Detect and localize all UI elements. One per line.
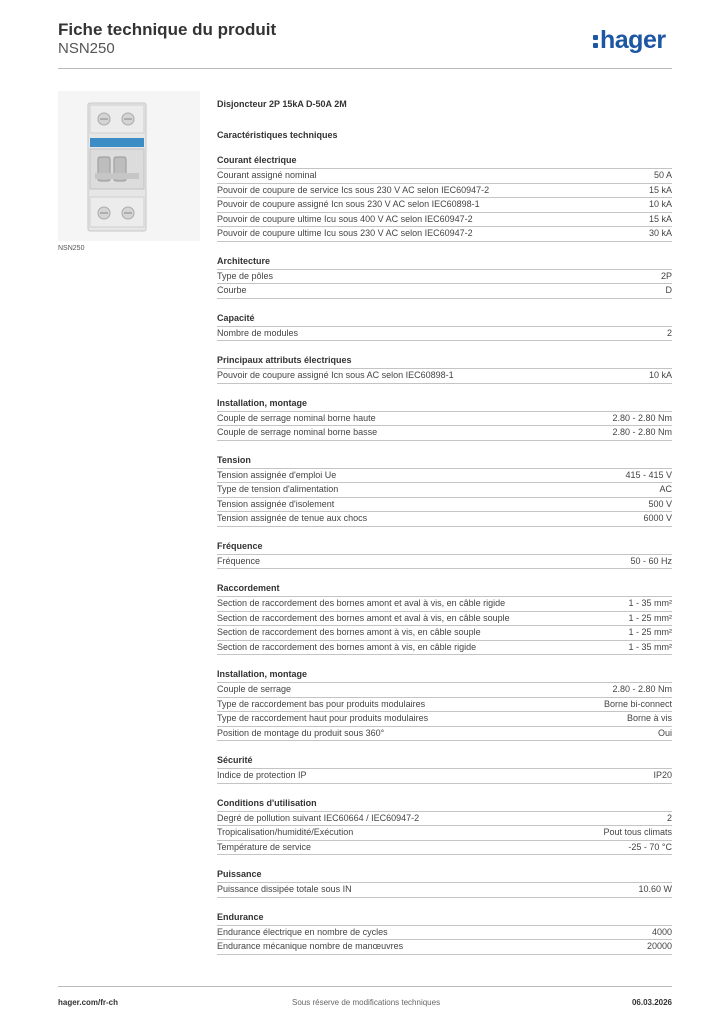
spec-table <box>217 326 672 342</box>
spec-row <box>217 497 672 512</box>
spec-label: Pouvoir de coupure ultime Icu sous 230 V AC selon IEC60947-2 <box>217 228 473 238</box>
spec-label: Tropicalisation/humidité/Exécution <box>217 827 354 837</box>
product-reference: NSN250 <box>58 40 115 57</box>
hager-logo[interactable] <box>593 28 666 53</box>
spec-section <box>217 312 672 342</box>
spec-label: Tension assignée d'emploi Ue <box>217 469 337 480</box>
footer-date: 06.03.2026 <box>631 998 672 1007</box>
spec-row <box>217 183 672 198</box>
characteristics-heading: Caractéristiques techniques <box>217 130 338 140</box>
image-caption: NSN250 <box>58 245 85 252</box>
spec-value: Oui <box>657 727 672 738</box>
spec-table <box>217 411 672 441</box>
spec-row <box>217 682 672 697</box>
spec-value: 2P <box>660 270 672 281</box>
section-title: Installation, montage <box>217 669 308 679</box>
spec-label: Type de tension d'alimentation <box>217 484 339 494</box>
spec-value: 10 kA <box>648 199 672 209</box>
spec-section <box>217 868 672 898</box>
spec-content <box>217 98 672 955</box>
spec-value: 1 - 35 mm² <box>628 598 672 608</box>
spec-row <box>217 425 672 441</box>
section-title: Sécurité <box>217 755 253 765</box>
spec-row <box>217 625 672 640</box>
spec-row <box>217 212 672 227</box>
spec-label: Section de raccordement des bornes amont et aval à vis, en câble souple <box>217 612 510 623</box>
spec-value: 15 kA <box>648 213 672 224</box>
spec-label: Type de pôles <box>217 270 274 281</box>
spec-value: 50 - 60 Hz <box>630 555 672 566</box>
spec-row <box>217 697 672 712</box>
spec-label: Tension assignée de tenue aux chocs <box>217 513 368 523</box>
spec-row <box>217 768 672 784</box>
spec-value: -25 - 70 °C <box>628 841 672 852</box>
spec-value: 10 kA <box>648 370 672 380</box>
footer-website-link[interactable]: hager.com/fr-ch <box>58 998 119 1007</box>
spec-table <box>217 269 672 299</box>
spec-value: D <box>665 285 672 295</box>
spec-row <box>217 825 672 840</box>
spec-row <box>217 726 672 742</box>
spec-table <box>217 682 672 741</box>
spec-label: Température de service <box>217 841 312 852</box>
spec-row <box>217 411 672 426</box>
spec-row <box>217 711 672 726</box>
spec-value: Borne bi-connect <box>603 698 672 709</box>
section-title: Conditions d'utilisation <box>217 797 317 808</box>
spec-label: Section de raccordement des bornes amont et aval à vis, en câble rigide <box>217 598 506 608</box>
spec-value: IP20 <box>653 770 672 780</box>
spec-row <box>217 511 672 527</box>
spec-label: Fréquence <box>217 555 261 566</box>
spec-value: Pout tous climats <box>603 827 672 837</box>
spec-row <box>217 554 672 570</box>
header-divider <box>58 68 672 69</box>
spec-value: 50 A <box>653 170 672 180</box>
product-title: Disjoncteur 2P 15kA D-50A 2M <box>217 99 347 109</box>
spec-section <box>217 540 672 570</box>
spec-label: Pouvoir de coupure ultime Icu sous 400 V AC selon IEC60947-2 <box>217 213 473 224</box>
spec-row <box>217 368 672 384</box>
spec-section <box>217 582 672 655</box>
page-title: Fiche technique du produit <box>58 20 277 39</box>
section-title: Puissance <box>217 869 262 879</box>
spec-row <box>217 596 672 611</box>
spec-label: Nombre de modules <box>217 327 299 338</box>
spec-value: 10.60 W <box>638 884 672 894</box>
logo-text: hager <box>600 26 666 54</box>
spec-row <box>217 840 672 856</box>
spec-table <box>217 554 672 570</box>
spec-value: 1 - 35 mm² <box>628 641 672 652</box>
spec-table <box>217 468 672 527</box>
spec-label: Degré de pollution suivant IEC60664 / IEC60947-2 <box>217 812 420 823</box>
spec-label: Position de montage du produit sous 360° <box>217 727 385 738</box>
spec-value: 1 - 25 mm² <box>628 612 672 623</box>
spec-label: Endurance mécanique nombre de manœuvres <box>217 941 404 951</box>
section-title: Raccordement <box>217 583 280 593</box>
spec-table <box>217 882 672 898</box>
spec-value: 415 - 415 V <box>625 469 672 480</box>
spec-section <box>217 454 672 527</box>
spec-label: Puissance dissipée totale sous IN <box>217 884 352 894</box>
spec-label: Endurance électrique en nombre de cycles <box>217 926 388 937</box>
section-title: Architecture <box>217 255 271 266</box>
spec-sections <box>217 154 672 955</box>
spec-label: Pouvoir de coupure assigné Icn sous 230 V AC selon IEC60898-1 <box>217 199 480 209</box>
spec-value: 2 <box>666 812 672 823</box>
spec-value: 6000 V <box>643 513 672 523</box>
spec-row <box>217 226 672 242</box>
spec-value: AC <box>659 484 672 494</box>
spec-row <box>217 482 672 497</box>
spec-label: Section de raccordement des bornes amont à vis, en câble rigide <box>217 641 477 652</box>
spec-row <box>217 939 672 955</box>
spec-section <box>217 668 672 741</box>
spec-label: Couple de serrage <box>217 684 292 694</box>
section-title: Fréquence <box>217 540 263 551</box>
spec-value: Borne à vis <box>626 713 672 723</box>
spec-table <box>217 368 672 384</box>
spec-row <box>217 269 672 284</box>
spec-row <box>217 611 672 626</box>
spec-row <box>217 811 672 826</box>
spec-label: Section de raccordement des bornes amont à vis, en câble souple <box>217 627 481 637</box>
spec-value: 30 kA <box>648 228 672 238</box>
spec-value: 15 kA <box>648 184 672 195</box>
spec-row <box>217 925 672 940</box>
spec-value: 500 V <box>648 498 672 509</box>
spec-section <box>217 397 672 441</box>
section-title: Principaux attributs électriques <box>217 355 352 365</box>
section-title: Tension <box>217 454 251 465</box>
spec-table <box>217 811 672 856</box>
spec-section <box>217 911 672 955</box>
spec-table <box>217 925 672 955</box>
spec-section <box>217 255 672 299</box>
section-title: Installation, montage <box>217 397 308 408</box>
section-title: Endurance <box>217 911 264 922</box>
footer-divider <box>58 986 672 987</box>
spec-label: Indice de protection IP <box>217 770 307 780</box>
spec-value: 20000 <box>646 941 672 951</box>
spec-value: 2.80 - 2.80 Nm <box>612 684 672 694</box>
logo-dots-icon <box>593 30 599 50</box>
spec-label: Couple de serrage nominal borne haute <box>217 412 376 423</box>
spec-value: 4000 <box>651 926 672 937</box>
spec-value: 2 <box>666 327 672 338</box>
section-title: Courant électrique <box>217 155 297 165</box>
section-title: Capacité <box>217 312 255 323</box>
spec-section <box>217 354 672 384</box>
spec-section <box>217 797 672 856</box>
spec-row <box>217 283 672 299</box>
spec-table <box>217 168 672 242</box>
spec-label: Pouvoir de coupure assigné Icn sous AC selon IEC60898-1 <box>217 370 454 380</box>
spec-row <box>217 468 672 483</box>
spec-value: 1 - 25 mm² <box>628 627 672 637</box>
spec-label: Pouvoir de coupure de service Ics sous 230 V AC selon IEC60947-2 <box>217 184 490 195</box>
spec-row <box>217 168 672 183</box>
product-image <box>58 91 200 241</box>
spec-row <box>217 882 672 898</box>
spec-value: 2.80 - 2.80 Nm <box>612 427 672 437</box>
spec-label: Tension assignée d'isolement <box>217 498 335 509</box>
spec-label: Couple de serrage nominal borne basse <box>217 427 378 437</box>
footer-disclaimer: Sous réserve de modifications techniques <box>292 998 441 1007</box>
spec-section <box>217 754 672 784</box>
spec-table <box>217 768 672 784</box>
spec-value: 2.80 - 2.80 Nm <box>612 412 672 423</box>
spec-label: Type de raccordement haut pour produits modulaires <box>217 713 429 723</box>
spec-row <box>217 326 672 342</box>
spec-section <box>217 154 672 242</box>
spec-table <box>217 596 672 655</box>
spec-label: Courbe <box>217 285 247 295</box>
spec-label: Courant assigné nominal <box>217 170 317 180</box>
spec-label: Type de raccordement bas pour produits modulaires <box>217 698 426 709</box>
spec-row <box>217 197 672 212</box>
spec-row <box>217 640 672 656</box>
